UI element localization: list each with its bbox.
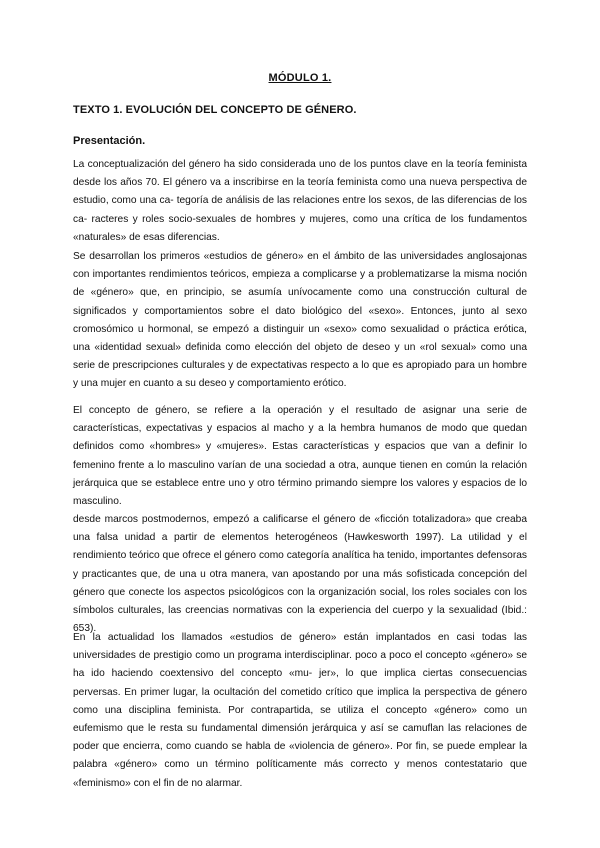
section-title: Presentación. xyxy=(73,135,146,147)
module-title: MÓDULO 1. xyxy=(268,72,332,84)
paragraph: desde marcos postmodernos, empezó a calificarse el género de «ficción totalizadora» que creaba una falsa unidad a partir de elementos heterogéneos (Hawkesworth 1997). La utilidad y el rendimiento teórico que ofrece el género como categoría analítica ha tenido, importantes defensoras y practicantes que, de una u otra manera, van apostando por una más sofisticada concepción del género que conecte los aspectos psicológicos con la organización social, los roles sociales con los símbolos culturales, las creencias normativas con la experiencia del cuerpo y la sexualidad (Ibid.: 653). xyxy=(73,514,527,635)
paragraph: El concepto de género, se refiere a la operación y el resultado de asignar una serie de características, expectativas y espacios al macho y a la hembra humanos de modo que quedan definidos como «hombres» y «mujeres». Estas características y espacios que van a definir lo femenino frente a lo masculino varían de una sociedad a otra, aunque tienen en común la relación jerárquica que se establece entre uno y otro término primando siempre los valores y espacios de lo masculino. xyxy=(73,405,527,508)
text-title: TEXTO 1. EVOLUCIÓN DEL CONCEPTO DE GÉNERO. xyxy=(73,104,357,116)
paragraph: La conceptualización del género ha sido considerada uno de los puntos clave en la teoría feminista desde los años 70. El género va a inscribirse en la teoría feminista como una nueva perspectiva de estudio, como una ca- tegoría de análisis de las relaciones entre los sexos, de las diferencias de los ca- racteres y roles socio-sexuales de hombres y mujeres, como una crítica de los fundamentos «naturales» de esas diferencias. xyxy=(73,159,527,243)
paragraph: En la actualidad los llamados «estudios de género» están implantados en casi todas las universidades de prestigio como un programa interdisciplinar. poco a poco el concepto «género» se ha ido haciendo coextensivo del concepto «mu- jer», lo que implica ciertas consecuencias perversas. En primer lugar, la ocultación del cometido crítico que implica la perspectiva de género como una disciplina feminista. Por contrapartida, se utiliza el concepto «género» como un eufemismo que le resta su fundamental dimensión jerárquica y así se camuflan las relaciones de poder que encierra, como cuando se habla de «violencia de género». Por fin, se puede emplear la palabra «género» como un término políticamente más correcto y menos contestatario que «feminismo» con el fin de no alarmar. xyxy=(73,632,527,789)
paragraph: Se desarrollan los primeros «estudios de género» en el ámbito de las universidades anglosajonas con importantes rendimientos teóricos, empieza a complicarse y a problematizarse la misma noción de «género» que, en principio, se asumía unívocamente como una construcción cultural de significados y comportamientos sobre el dato biológico del «sexo». Entonces, junto al sexo cromosómico u hormonal, se empezó a distinguir un «sexo» como sexualidad o práctica erótica, una «identidad sexual» definida como elección del objeto de deseo y un «rol sexual» como una serie de prescripciones culturales y de expectativas respecto a lo que es apropiado para un hombre y una mujer en cuanto a su deseo y comportamiento erótico. xyxy=(73,251,527,390)
